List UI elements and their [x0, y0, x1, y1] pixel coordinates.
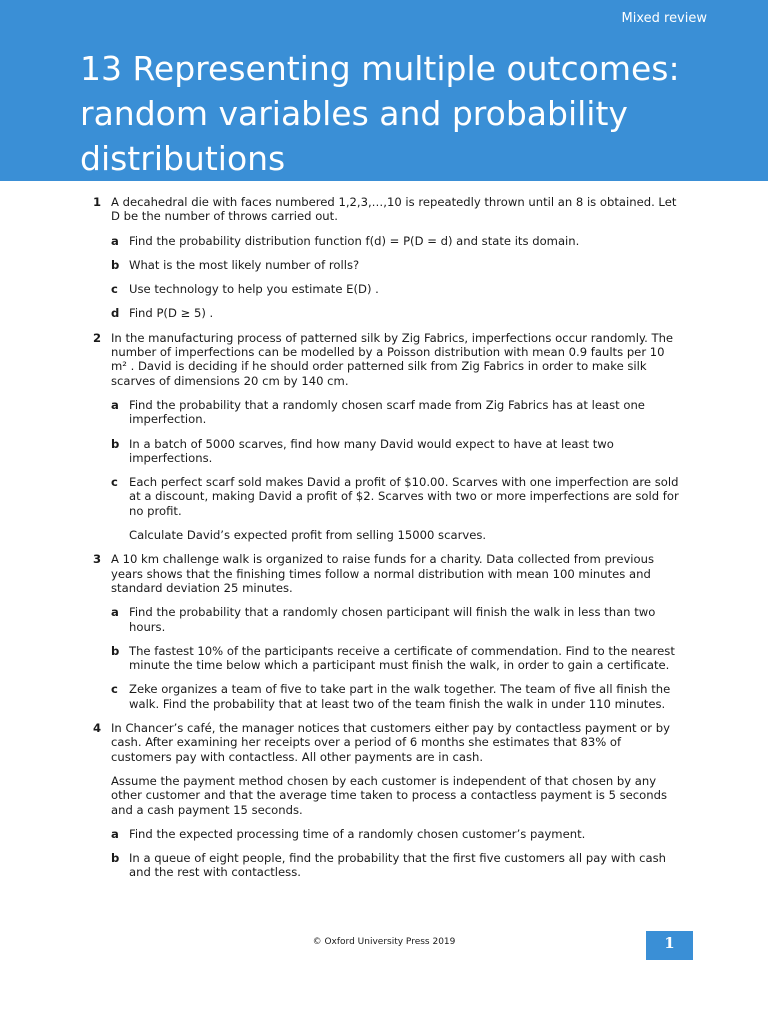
question-part: [111, 682, 680, 711]
part-label: b: [111, 436, 120, 451]
question-text: A 10 km challenge walk is organized to raise funds for a charity. Data collected from previous years shows that the finishing times follow a normal distribution with mean 100 minutes and standard deviation 25 minutes.: [111, 552, 655, 595]
question-part: [111, 437, 680, 466]
question-part: [111, 282, 680, 296]
question-part: [111, 234, 680, 248]
part-text: In a batch of 5000 scarves, find how many David would expect to have at least two imperfections.: [129, 436, 614, 465]
part-text: Find P(D ≥ 5) .: [129, 306, 214, 321]
question-part: [111, 258, 680, 272]
part-text: The fastest 10% of the participants receive a certificate of commendation. Find to the nearest minute the time below which a participant must finish the walk, in order to gain a certificate.: [129, 643, 675, 673]
question-text: In the manufacturing process of patterned silk by Zig Fabrics, imperfections occur randomly. The number of imperfections can be modelled by a Poisson distribution with mean 0.9 faults per 10 m² . David is deciding if he should order patterned silk from Zig Fabrics in order to make silk scarves of dimensions 20 cm by 140 cm.: [111, 330, 674, 388]
question-4: [0, 721, 768, 880]
question-part: [111, 475, 680, 518]
part-text: Zeke organizes a team of five to take part in the walk together. The team of five all finish the walk. Find the probability that at least two of the team finish the walk in under 110 minutes.: [129, 682, 671, 711]
question-number: 1: [93, 195, 102, 209]
part-label: c: [111, 682, 118, 697]
question-part: [111, 827, 680, 841]
part-text: Find the probability that a randomly chosen scarf made from Zig Fabrics has at least one imperfection.: [129, 397, 645, 427]
part-text: Each perfect scarf sold makes David a profit of $10.00. Scarves with one imperfection are sold at a discount, making David a profit of $2. Scarves with two or more imperfections are sold for no profit.: [129, 475, 679, 518]
question-part: [111, 398, 680, 427]
part-text: Find the probability that a randomly chosen participant will finish the walk in less than two hours.: [129, 605, 656, 634]
part-label: b: [111, 643, 120, 658]
part-label: c: [111, 475, 118, 490]
question-part: [111, 306, 680, 320]
part-text: Find the expected processing time of a randomly chosen customer’s payment.: [129, 826, 586, 841]
question-text-continued: Assume the payment method chosen by each customer is independent of that chosen by any other customer and that the average time taken to process a contactless payment is 5 seconds and a cash payment 15 seconds.: [111, 773, 668, 817]
part-text: What is the most likely number of rolls?: [129, 257, 360, 272]
part-label: c: [111, 282, 118, 297]
part-text: In a queue of eight people, find the probability that the first five customers all pay with cash and the rest with contactless.: [129, 851, 666, 880]
question-list: [0, 195, 768, 890]
question-2: [0, 331, 768, 543]
question-part: [111, 644, 680, 673]
part-text: Use technology to help you estimate E(D) .: [129, 282, 379, 297]
question-note: Calculate David’s expected profit from selling 15000 scarves.: [129, 528, 487, 543]
part-label: b: [111, 257, 120, 272]
page-number: 1: [646, 931, 693, 960]
header-banner: [0, 0, 768, 181]
page-title: 13 Representing multiple outcomes: random variables and probability distributions: [80, 49, 680, 178]
part-label: a: [111, 397, 119, 412]
question-3: [0, 552, 768, 711]
copyright-footer: © Oxford University Press 2019: [312, 937, 456, 947]
question-number: 2: [93, 330, 102, 345]
question-number: 3: [93, 552, 102, 567]
part-label: a: [111, 233, 119, 248]
part-label: a: [111, 605, 119, 620]
part-label: d: [111, 306, 120, 321]
part-label: b: [111, 851, 120, 866]
question-part: [111, 851, 680, 880]
question-text: A decahedral die with faces numbered 1,2,3,…,10 is repeatedly thrown until an 8 is obtained. Let D be the number of throws carried out.: [111, 195, 677, 224]
question-1: [0, 195, 768, 321]
question-number: 4: [93, 721, 102, 736]
question-text: In Chancer’s café, the manager notices that customers either pay by contactless payment or by cash. After examining her receipts over a period of 6 months she estimates that 83% of customers pay with contactless. All other payments are in cash.: [111, 721, 670, 764]
question-part: [111, 605, 680, 634]
part-text: Find the probability distribution function f(d) = P(D = d) and state its domain.: [129, 233, 580, 248]
section-label: Mixed review: [621, 11, 707, 26]
part-label: a: [111, 826, 119, 841]
